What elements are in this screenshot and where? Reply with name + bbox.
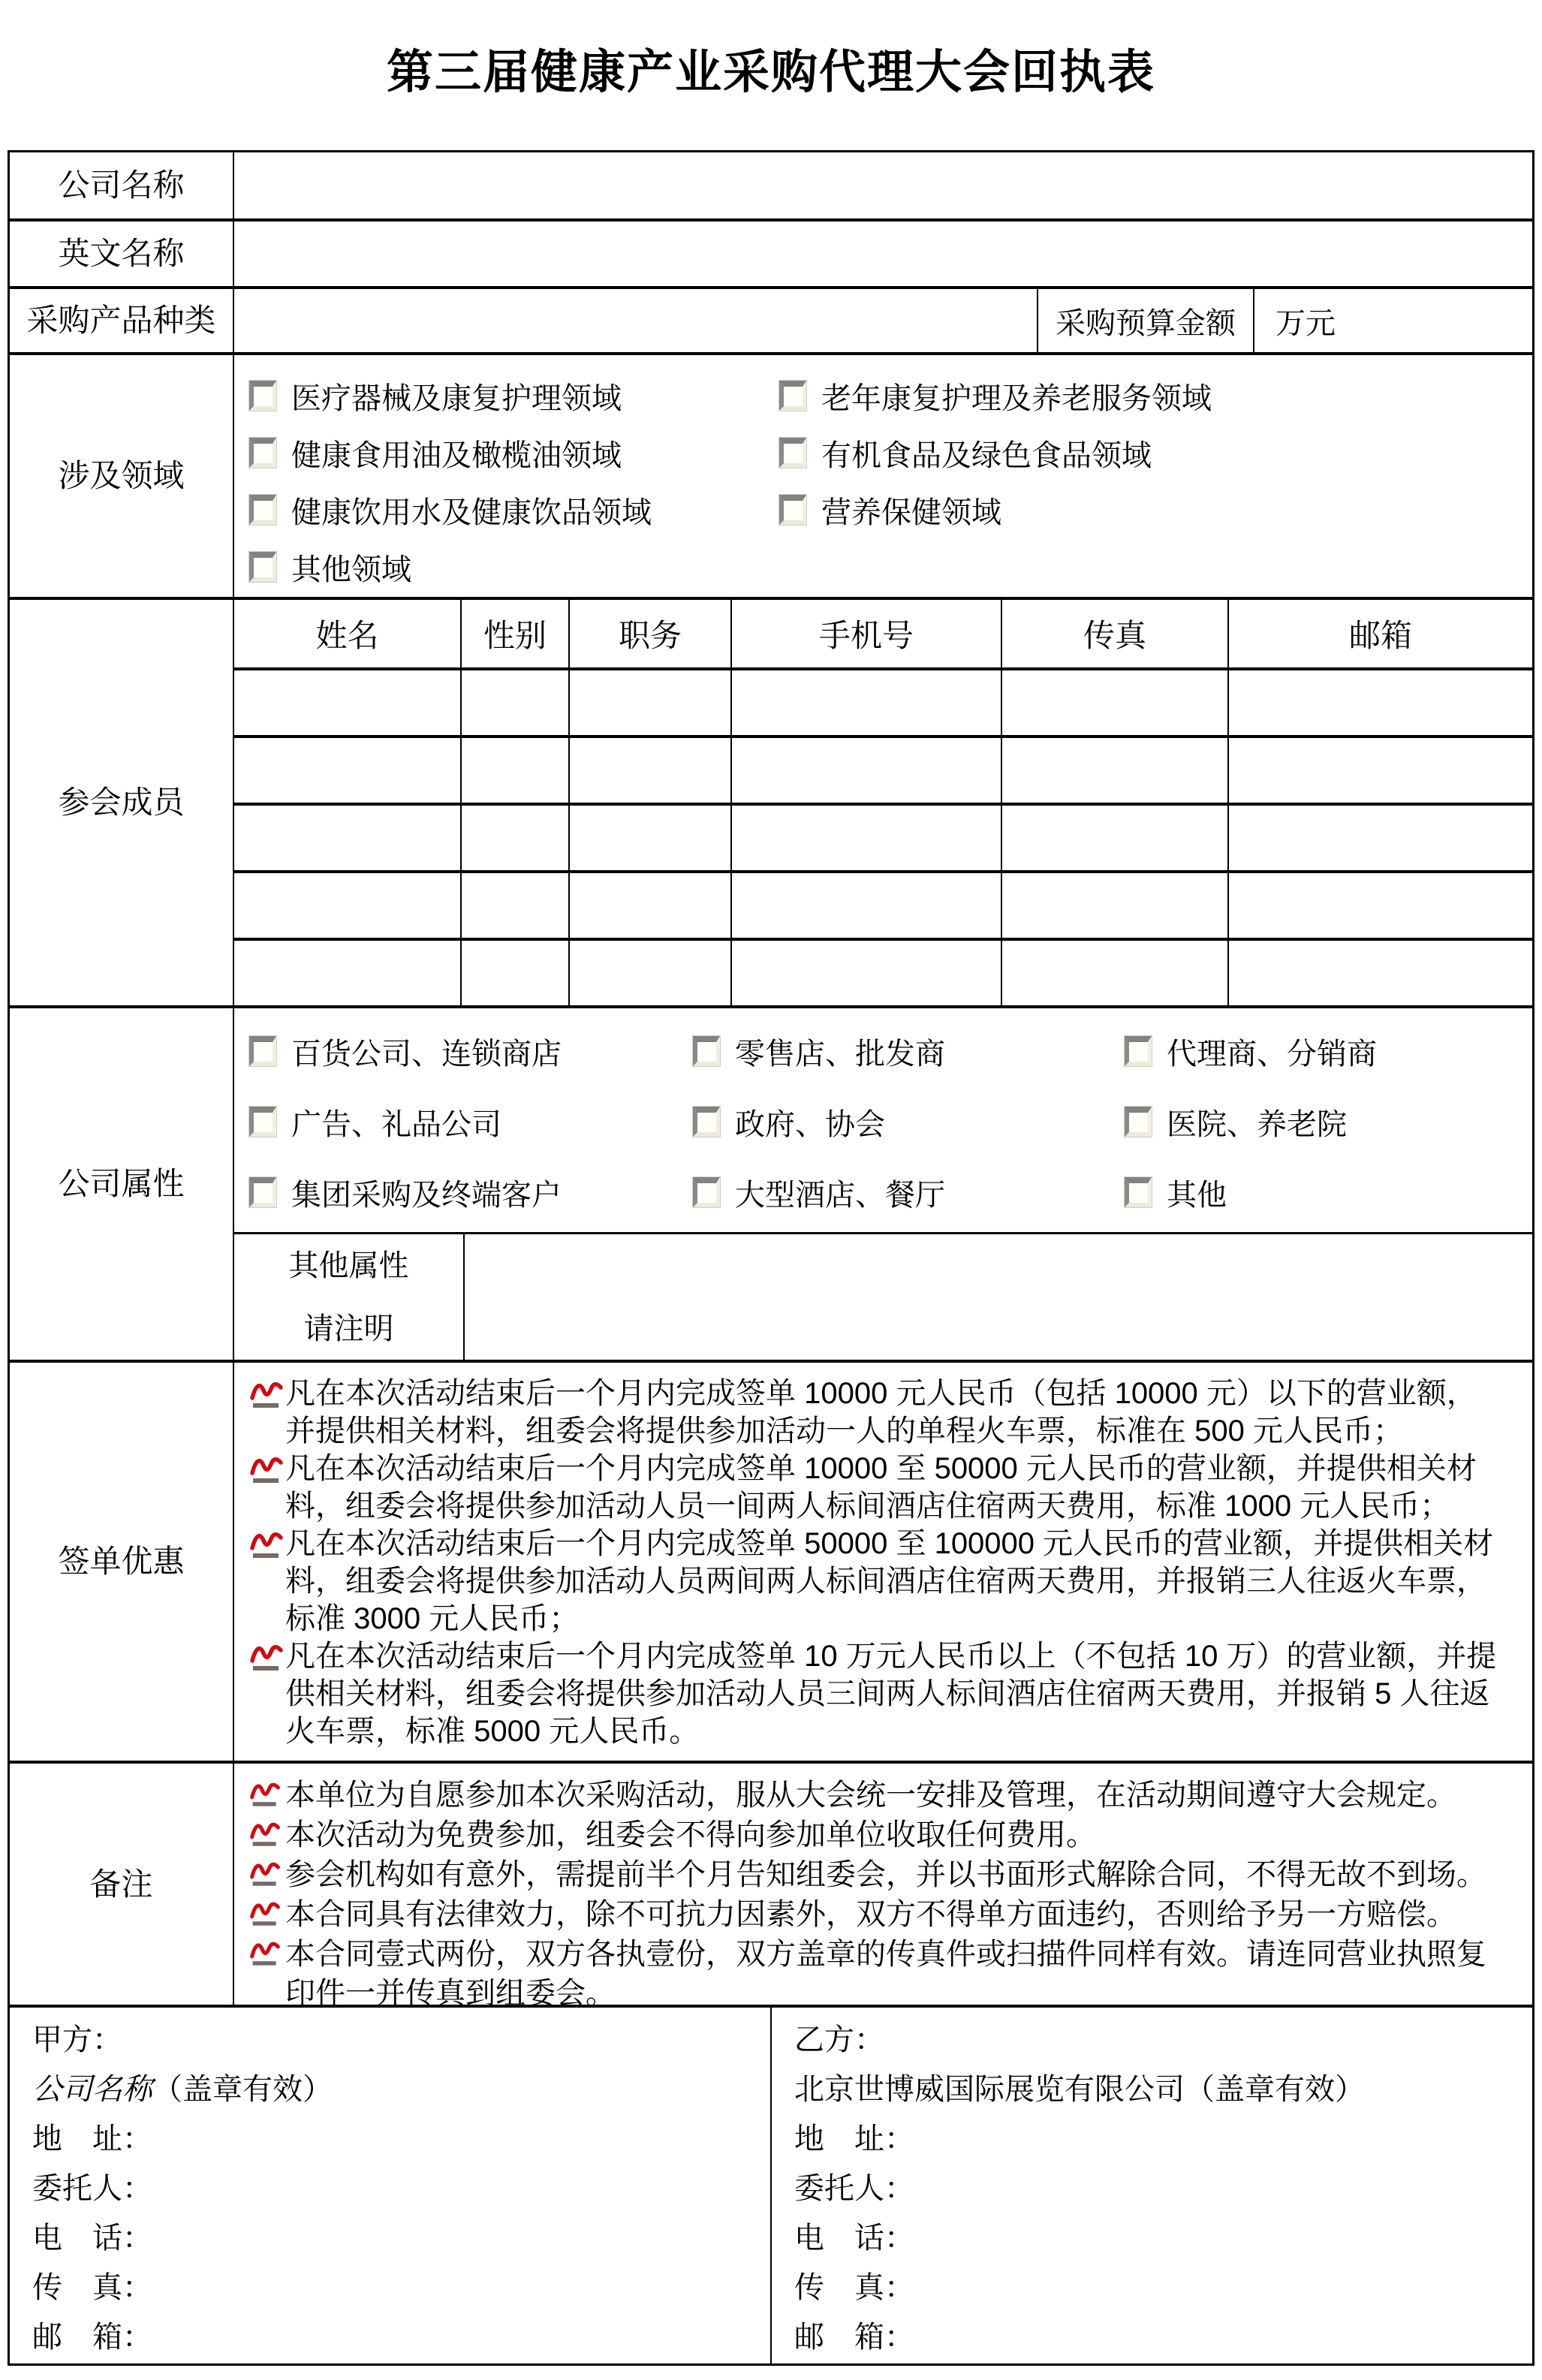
field-option-nutrition: 营养保健领域 (779, 489, 1532, 532)
member-cell[interactable] (568, 667, 730, 735)
member-cell[interactable] (234, 667, 460, 735)
member-cell[interactable] (568, 803, 730, 870)
discount-item: 凡在本次活动结束后一个月内完成签单 10000 至 50000 元人民币的营业额，并提供相关材料，组委会将提供参加活动人员一间两人标间酒店住宿两天费用，标准 1000 元人民币； (249, 1450, 1502, 1525)
party-a-block (10, 2008, 770, 2363)
attr-option-hotel-restaurant: 大型酒店、餐厅 (693, 1171, 1125, 1214)
member-cell[interactable] (730, 938, 1001, 1005)
remark-item: 本合同具有法律效力，除不可抗力因素外，双方不得单方面违约，否则给予另一方赔偿。 (249, 1895, 1502, 1935)
member-cell[interactable] (1227, 803, 1532, 870)
product-category-label: 采购产品种类 (26, 303, 216, 339)
checkbox-hotel-restaurant-icon[interactable] (693, 1177, 720, 1207)
remark-item: 本合同壹式两份，双方各执壹份，双方盖章的传真件或扫描件同样有效。请连同营业执照复印件一并传真到组委会。 (249, 1935, 1502, 2013)
company-attrs-label: 公司属性 (58, 1166, 185, 1202)
checkbox-medical-devices-icon[interactable] (249, 381, 276, 411)
remark-item: 本次活动为免费参加，组委会不得向参加单位收取任何费用。 (249, 1815, 1502, 1855)
member-cell[interactable] (1227, 667, 1532, 735)
party-a-address-line[interactable]: 地 址： (32, 2122, 152, 2156)
row-discounts (10, 1360, 1532, 1761)
row-fields (10, 352, 1532, 597)
members-table (234, 600, 1532, 1005)
member-cell[interactable] (568, 938, 730, 1005)
party-a-delegate-line[interactable]: 委托人： (32, 2172, 152, 2205)
remark-item: 参会机构如有意外，需提前半个月告知组委会，并以书面形式解除合同，不得无故不到场。 (249, 1855, 1502, 1895)
other-attrs-label: 其他属性 请注明 (288, 1249, 409, 1345)
party-a-fax-line[interactable]: 传 真： (32, 2271, 152, 2304)
row-remarks (10, 1761, 1532, 2010)
other-attrs-subrow (234, 1232, 1532, 1360)
field-option-other: 其他领域 (249, 546, 779, 589)
member-cell[interactable] (234, 870, 460, 938)
party-a-title: 甲方： (32, 2023, 122, 2056)
member-cell[interactable] (460, 735, 568, 803)
attr-option-hospital: 医院、养老院 (1125, 1101, 1532, 1143)
fields-label: 涉及领域 (58, 458, 185, 494)
checkbox-ad-gift-icon[interactable] (249, 1107, 276, 1137)
party-b-company-line: 北京世博威国际展览有限公司（盖章有效） (794, 2073, 1365, 2106)
logo-bullet-icon (249, 1780, 285, 1815)
budget-label: 采购预算金额 (1037, 289, 1253, 352)
discount-item: 凡在本次活动结束后一个月内完成签单 10000 元人民币（包括 10000 元）以下的营业额，并提供相关材料，组委会将提供参加活动一人的单程火车票，标准在 500 元人民币； (249, 1375, 1502, 1450)
field-option-healthy-water: 健康饮用水及健康饮品领域 (249, 489, 779, 532)
field-option-healthy-oil: 健康食用油及橄榄油领域 (249, 432, 779, 474)
field-option-elderly-care: 老年康复护理及养老服务领域 (779, 375, 1532, 417)
member-cell[interactable] (1001, 938, 1227, 1005)
discount-list (234, 1363, 1532, 1750)
checkbox-hospital-icon[interactable] (1125, 1107, 1152, 1137)
logo-bullet-icon (249, 1899, 285, 1935)
member-col-name: 姓名 (315, 618, 379, 653)
row-company-name (10, 152, 1532, 218)
english-name-label: 英文名称 (58, 236, 185, 272)
party-a-phone-line[interactable]: 电 话： (32, 2222, 152, 2255)
english-name-field[interactable] (233, 221, 1532, 286)
product-category-field[interactable] (233, 289, 1037, 352)
member-cell[interactable] (1001, 870, 1227, 938)
member-cell[interactable] (460, 870, 568, 938)
checkbox-nutrition-icon[interactable] (779, 495, 806, 525)
member-col-position: 职务 (568, 600, 730, 667)
member-cell[interactable] (1001, 803, 1227, 870)
member-cell[interactable] (460, 938, 568, 1005)
checkbox-healthy-oil-icon[interactable] (249, 438, 276, 468)
logo-bullet-icon (249, 1939, 285, 1975)
logo-bullet-icon (249, 1454, 285, 1493)
checkbox-other-attr-icon[interactable] (1125, 1177, 1152, 1207)
attr-option-ad-gift: 广告、礼品公司 (249, 1101, 693, 1143)
checkbox-department-store-icon[interactable] (249, 1036, 276, 1066)
party-a-company-placeholder: 公司名称 (32, 2073, 152, 2106)
member-cell[interactable] (1001, 667, 1227, 735)
party-b-block (770, 2008, 1532, 2363)
member-col-mobile: 手机号 (730, 600, 1001, 667)
party-b-fax-line[interactable]: 传 真： (794, 2271, 914, 2304)
members-label: 参会成员 (58, 785, 185, 821)
attr-option-government: 政府、协会 (693, 1101, 1125, 1143)
member-cell[interactable] (1227, 870, 1532, 938)
row-company-attrs (10, 1005, 1532, 1360)
attr-option-other: 其他 (1125, 1171, 1532, 1214)
member-cell[interactable] (1001, 735, 1227, 803)
checkbox-agent-distributor-icon[interactable] (1125, 1036, 1152, 1066)
discount-item: 凡在本次活动结束后一个月内完成签单 10 万元人民币以上（不包括 10 万）的营业额，并提供相关材料，组委会将提供参加活动人员三间两人标间酒店住宿两天费用，并报销 5 人往返火车票，标准 5000 元人民币。 (249, 1637, 1502, 1750)
field-option-medical: 医疗器械及康复护理领域 (249, 375, 779, 417)
fields-options (234, 355, 1532, 597)
checkbox-government-icon[interactable] (693, 1107, 720, 1137)
field-option-organic-food: 有机食品及绿色食品领域 (779, 432, 1532, 474)
party-a-company-line: 公司名称（盖章有效） (32, 2073, 333, 2106)
reply-form-table (8, 150, 1534, 2366)
member-cell[interactable] (730, 803, 1001, 870)
member-cell[interactable] (730, 870, 1001, 938)
checkbox-healthy-water-icon[interactable] (249, 495, 276, 525)
logo-bullet-icon (249, 1860, 285, 1895)
company-attrs-options (234, 1008, 1532, 1232)
logo-bullet-icon (249, 1820, 285, 1855)
logo-bullet-icon (249, 1642, 285, 1680)
budget-unit-label: 万元 (1275, 306, 1336, 340)
member-cell[interactable] (1227, 735, 1532, 803)
logo-bullet-icon (249, 1379, 285, 1417)
checkbox-retail-wholesale-icon[interactable] (693, 1036, 720, 1066)
checkbox-other-field-icon[interactable] (249, 552, 276, 582)
member-cell[interactable] (460, 803, 568, 870)
discount-item: 凡在本次活动结束后一个月内完成签单 50000 至 100000 元人民币的营业额，并提供相关材料，组委会将提供参加活动人员两间两人标间酒店住宿两天费用，并报销三人往返火车票，标准 3000 元人民币； (249, 1525, 1502, 1637)
member-col-fax: 传真 (1001, 600, 1227, 667)
attr-option-agent-distributor: 代理商、分销商 (1125, 1030, 1532, 1073)
company-name-field[interactable] (233, 152, 1532, 218)
checkbox-elderly-care-icon[interactable] (779, 381, 806, 411)
row-parties (10, 2005, 1532, 2363)
remarks-label: 备注 (89, 1866, 153, 1902)
party-b-email-line[interactable]: 邮 箱： (794, 2321, 914, 2354)
checkbox-organic-food-icon[interactable] (779, 438, 806, 468)
member-cell[interactable] (568, 870, 730, 938)
party-b-address-line[interactable]: 地 址： (794, 2122, 914, 2156)
party-b-delegate-line[interactable]: 委托人： (794, 2172, 914, 2205)
member-cell[interactable] (234, 735, 460, 803)
page-title: 第三届健康产业采购代理大会回执表 (386, 47, 1155, 98)
checkbox-group-purchase-icon[interactable] (249, 1177, 276, 1207)
attr-option-department-store: 百货公司、连锁商店 (249, 1030, 693, 1073)
row-product-budget (10, 286, 1532, 352)
party-b-title: 乙方： (794, 2023, 884, 2056)
row-members (10, 597, 1532, 1005)
party-a-email-line[interactable]: 邮 箱： (32, 2321, 152, 2354)
member-col-email: 邮箱 (1227, 600, 1532, 667)
member-cell[interactable] (1227, 938, 1532, 1005)
member-cell[interactable] (234, 938, 460, 1005)
member-cell[interactable] (730, 735, 1001, 803)
remark-item: 本单位为自愿参加本次采购活动，服从大会统一安排及管理，在活动期间遵守大会规定。 (249, 1776, 1502, 1815)
member-cell[interactable] (234, 803, 460, 870)
remarks-list (234, 1764, 1532, 2013)
other-attrs-field[interactable] (463, 1234, 1532, 1360)
member-cell[interactable] (730, 667, 1001, 735)
attr-option-retail-wholesale: 零售店、批发商 (693, 1030, 1125, 1073)
member-cell[interactable] (568, 735, 730, 803)
attr-option-group-purchase: 集团采购及终端客户 (249, 1171, 693, 1214)
member-col-gender: 性别 (460, 600, 568, 667)
company-name-label: 公司名称 (58, 167, 185, 203)
logo-bullet-icon (249, 1529, 285, 1568)
discounts-label: 签单优惠 (58, 1544, 185, 1580)
party-b-phone-line[interactable]: 电 话： (794, 2222, 914, 2255)
row-english-name (10, 218, 1532, 286)
member-cell[interactable] (460, 667, 568, 735)
budget-unit-cell[interactable] (1253, 289, 1532, 352)
